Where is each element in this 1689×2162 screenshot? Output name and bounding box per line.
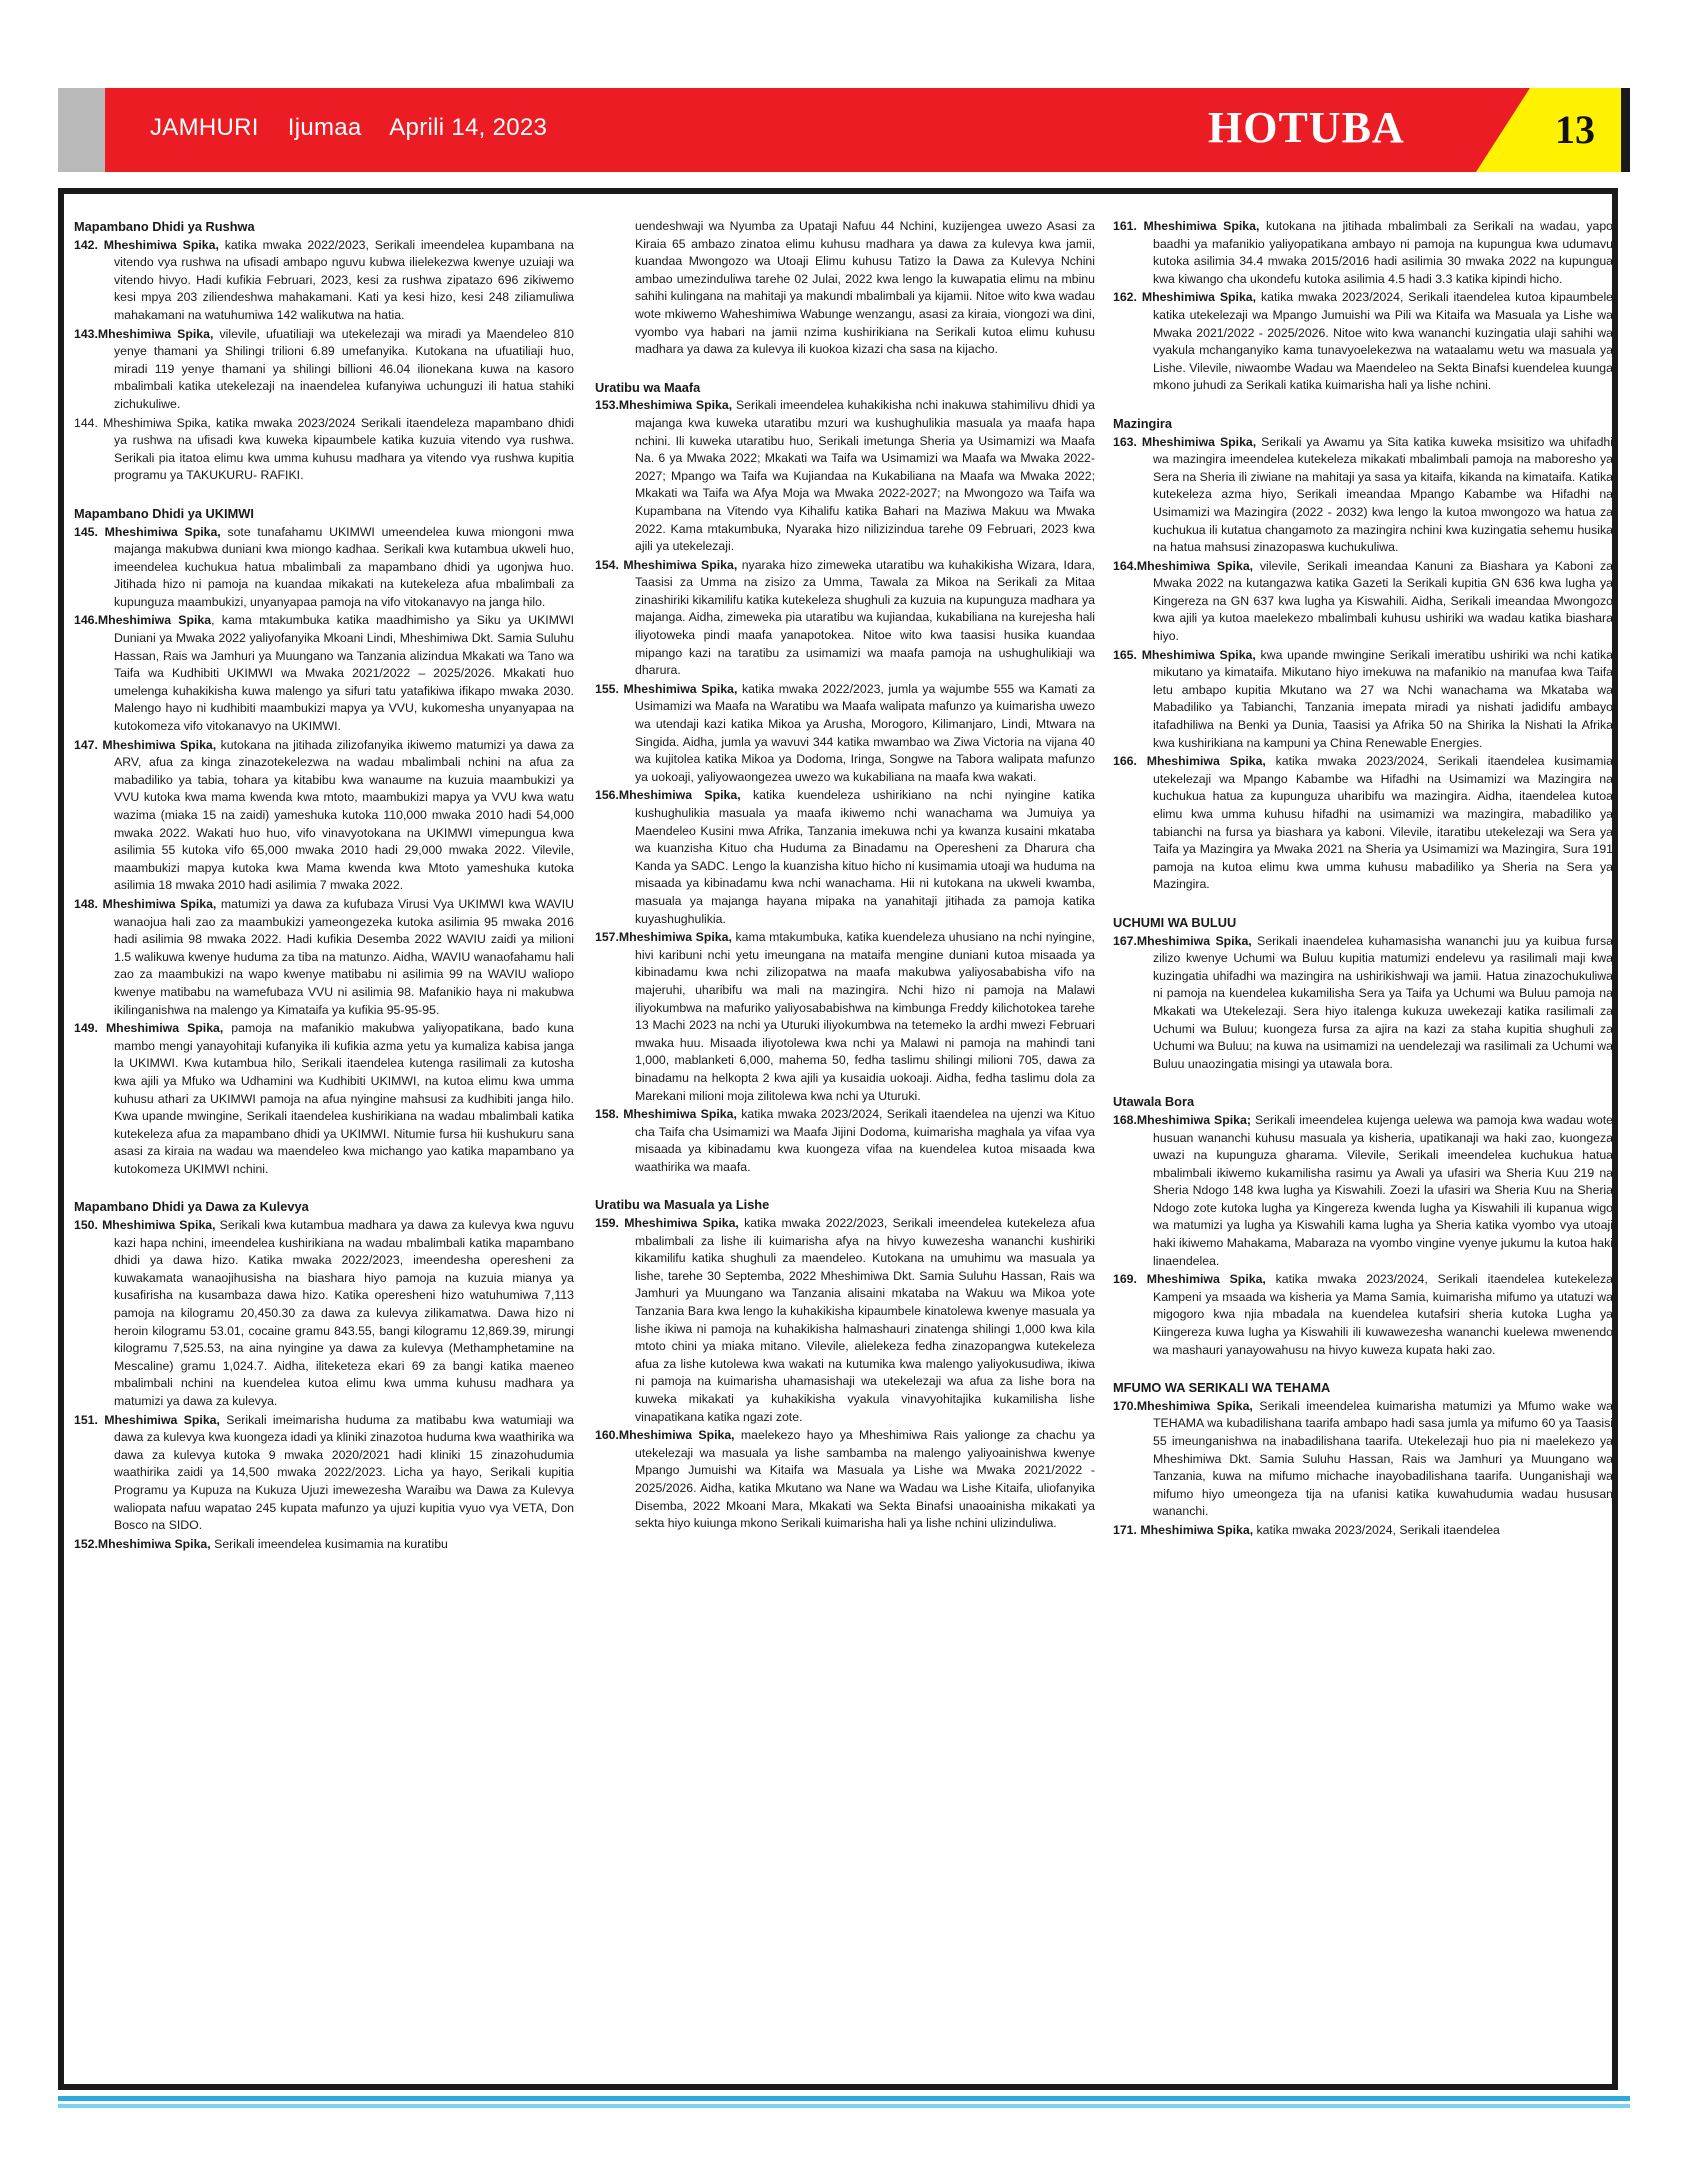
paragraph-167: 167.Mheshimiwa Spika, Serikali inaendelea kuhamasisha wananchi juu ya kuibua fursa zilizo kwenye Uchumi wa Buluu kupitia matumizi endelevu ya rasilimali maji kwa kuzingatia uhifadhi wa mazingira na ushirikishwaji wa jamii. Hatua zinazochukuliwa ni pamoja na kuendelea kukamilisha Sera ya Taifa ya Uchumi wa Buluu pamoja na Mkakati wa Utekelezaji. Sera hiyo italenga kukuza uwekezaji katika rasilimali za Uchumi wa Buluu; kuongeza fursa za ajira na kazi za staha kupitia shughuli za Uchumi wa Buluu; na kuwa na usimamizi na uendelezaji wa rasilimali za Uchumi wa Buluu unaozingatia misingi ya utawala bora.: [1113, 933, 1613, 1071]
page-header: [58, 88, 1630, 172]
paragraph-144: 144. Mheshimiwa Spika, katika mwaka 2023/2024 Serikali itaendeleza mapambano dhidi ya rushwa na ufisadi kwa kuweka kipaumbele katika kuzuia vitendo vya rushwa. Serikali pia itatoa elimu kwa umma kuhusu madhara ya vitendo vya rushwa kupitia programu ya TAKUKURU- RAFIKI.: [74, 415, 574, 483]
paragraph-150: 150. Mheshimiwa Spika, Serikali kwa kutambua madhara ya dawa za kulevya kwa nguvu kazi hapa nchini, imeendelea kushirikiana na wadau mbalimbali katika mapambano dhidi ya dawa hizo. Katika mwaka 2022/2023, imeendesha operesheni za kuwakamata wanaojihusisha na biashara hiyo pamoja na kuzuia mianya ya kusafirisha na kusambaza dawa hizo. Katika operesheni hizo watuhumiwa 7,113 pamoja na kilogramu 20,450.30 za dawa za kulevya zilikamatwa. Dawa hizo ni heroin kilogramu 53.01, cocaine gramu 843.55, bangi kilogramu 12,869.39, mirungi kilogramu 7,525.53, na aina nyingine ya dawa za kulevya (Methamphetamine na Mescaline) gramu 1,024.7. Aidha, iliteketeza ekari 69 za bangi katika maeneo mbalimbali nchini na kuendelea kutoa elimu kwa umma kuhusu madhara ya matumizi ya dawa za kulevya.: [74, 1218, 575, 1408]
subheading: Mapambano Dhidi ya UKIMWI: [74, 505, 254, 521]
paragraph-158: 158. Mheshimiwa Spika, katika mwaka 2023/2024, Serikali itaendelea na ujenzi wa Kituo cha Taifa cha Usimamizi wa Maafa Jijini Dodoma, kuimarisha maghala ya vifaa vya misaada ya kibinadamu kwa kuongeza vifaa na kuendelea kutoa misaada kwa waathirika wa maafa.: [595, 1107, 1095, 1174]
paragraph-165: 165. Mheshimiwa Spika, kwa upande mwingine Serikali imeratibu ushiriki wa nchi katika mikutano ya kimataifa. Mikutano hiyo imekuwa na mafanikio na manufaa kwa Taifa letu ambapo kupitia Mkutano wa 27 wa Nchi wanachama wa Mkataba wa Mabadiliko ya Tabianchi, Tanzania imepata miradi ya nishati jadidifu ambayo itafadhiliwa na Benki ya Dunia, Taasisi ya Afrika 50 na Shirika la Nishati la Afrika kwa kushirikiana na kampuni ya China Renewable Energies.: [1113, 647, 1614, 750]
paragraph-162: 162. Mheshimiwa Spika, katika mwaka 2023/2024, Serikali itaendelea kutoa kipaumbele katika utekelezaji wa Mpango Jumuishi wa Pili wa Kitaifa wa Masuala ya Lishe wa Mwaka 2021/2022 - 2025/2026. Nitoe wito kwa wananchi kuzingatia ulaji sahihi wa vyakula mchanganyiko kama tunavyoelekezwa na wataalamu wetu wa masuala ya Lishe. Vilevile, niwaombe Wadau wa Maendeleo na Sekta Binafsi kuendelea kuunga mkono juhudi za Serikali katika kuimarisha hali ya lishe nchini.: [1113, 290, 1614, 393]
subheading: Mazingira: [1113, 415, 1173, 431]
paragraph-143: 143.Mheshimiwa Spika, vilevile, ufuatiliaji wa utekelezaji wa miradi ya Maendeleo 810 yenye thamani ya Shilingi trilioni 6.89 umefanyika. Kutokana na ufuatiliaji huo, miradi 119 yenye thamani ya shilingi billioni 46.04 ilionekana kuwa na kasoro mbalimbali katika utekelezaji na inaendelea kufanyiwa uchunguzi ili hatua stahiki zichukuliwe.: [74, 326, 574, 411]
issue-date: Aprili 14, 2023: [389, 114, 548, 141]
section-title: HOTUBA: [1208, 103, 1405, 152]
paragraph-157: 157.Mheshimiwa Spika, kama mtakumbuka, katika kuendeleza uhusiano na nchi nyingine, hivi karibuni nchi yetu imeungana na mataifa mengine duniani kutoa misaada ya kibinadamu kwa nchi zilizopatwa na maafa makubwa yaliyosababisha vifo na majeruhi, uharibifu wa mali na mazingira. Nchi hizo ni pamoja na Malawi iliyokumbwa na mafuriko yaliyosababishwa na kimbunga Freddy kilichotokea tarehe 13 Machi 2023 na nchi ya Uturuki iliyokumbwa na tetemeko la ardhi mwezi Februari mwaka huu. Misaada iliyotolewa kwa nchi ya Malawi ni pamoja na mahindi tani 1,000, mablanketi 6,000, mahema 50, fedha taslimu shilingi milioni 705, dawa za binadamu na helkopta 2 kwa ajili ya kusaidia uokoaji. Aidha, fedha taslimu dola za Marekani milioni moja zilitolewa kwa nchi ya Uturuki.: [595, 930, 1095, 1103]
paragraph-169: 169. Mheshimiwa Spika, katika mwaka 2023/2024, Serikali itaendelea kutekeleza Kampeni ya msaada wa kisheria ya Mama Samia, kuimarisha mifumo ya utatuzi wa migogoro kwa njia mbadala na kuendelea kutafsiri sheria kutoka Lugha ya Kiingereza kuwa lugha ya Kiswahili ili kuwawezesha wananchi kuelewa mwenendo wa mashauri yanayowahusu na hivyo kuweza kupata haki zao.: [1113, 1272, 1614, 1357]
paragraph-163: 163. Mheshimiwa Spika, Serikali ya Awamu ya Sita katika kuweka msisitizo wa uhifadhi wa mazingira imeendelea kutekeleza mikakati mbalimbali pamoja na maboresho ya Sera na Sheria ili ziwiane na mahitaji ya sasa ya kitaifa, kikanda na kimataifa. Katika kutekeleza azma hiyo, Serikali imeandaa Mpango Kabambe wa Hifadhi na Usimamizi wa Mazingira (2022 - 2032) kwa lengo la kutoa mwongozo wa hatua za kuchukua ili kutatua changamoto za mazingira nchini kwa kuzingatia sehemu husika na hatua mahsusi zinazopaswa kuchukuliwa.: [1113, 434, 1613, 555]
footer-rule: [58, 2096, 1630, 2101]
page-number: 13: [1555, 107, 1595, 152]
footer-rule-light: [58, 2104, 1630, 2108]
column-2: [595, 218, 1095, 1534]
masthead-info: [150, 114, 569, 142]
paragraph-171: 171. Mheshimiwa Spika, katika mwaka 2023/2024, Serikali itaendelea: [1113, 1522, 1500, 1537]
paragraph-168: 168.Mheshimiwa Spika; Serikali imeendelea kujenga uelewa wa pamoja kwa wadau wote husuan wananchi kuhusu masuala ya kisheria, upatikanaji wa haki zao, kuongeza uwazi na kupunguza gharama. Vilevile, Serikali imeendelea kuchukua hatua mbalimbali ikiwemo kukamilisha rasimu ya Awali ya ufasiri wa Sheria Kuu 219 na Sheria Ndogo 148 kwa lugha ya Kiswahili. Zoezi la ufasiri wa Sheria Kuu na Sheria Ndogo zote kutoka lugha ya Kingereza kwenda lugha ya Kiswahili ili kupanua wigo wa matumizi ya lugha ya Kiswahili kama lugha ya Sheria katika vyombo vya utoaji haki ikiwemo Mahakama, Mabaraza na vyombo vingine vyenye jukumu la kutoa haki linaendelea.: [1113, 1112, 1613, 1268]
subheading: MFUMO WA SERIKALI WA TEHAMA: [1113, 1380, 1331, 1396]
header-dark-bar: [1621, 88, 1630, 172]
paragraph-142: 142. Mheshimiwa Spika, katika mwaka 2022/2023, Serikali imeendelea kupambana na vitendo vya rushwa na ufisadi ambapo nguvu kubwa ilielekezwa kwenye uzuiaji wa vitendo hivyo. Hadi kufikia Februari, 2023, kesi za rushwa zipatazo 696 zikiwemo kesi mpya 203 ziliendeshwa mahakamani. Kati ya kesi hizo, kesi 248 ziliamuliwa mahakamani na watuhumiwa 142 walikutwa na hatia.: [74, 237, 574, 322]
paragraph-164: 164.Mheshimiwa Spika, vilevile, Serikali imeandaa Kanuni za Biashara ya Kaboni za Mwaka 2022 na kutangazwa katika Gazeti la Serikali kupitia GN 636 kwa lugha ya Kingereza na GN 637 kwa lugha ya Kiswahili. Aidha, Serikali imeandaa Mwongozo kwa ajili ya kutoa maelekezo mbalimbali kuhusu ushiriki wa wadau katika biashara hiyo.: [1113, 558, 1613, 644]
paragraph-155: 155. Mheshimiwa Spika, katika mwaka 2022/2023, jumla ya wajumbe 555 wa Kamati za Usimamizi wa Maafa na Waratibu wa Maafa walipata mafunzo ya kuimarisha uwezo wa utendaji kazi katika Mikoa ya Arusha, Morogoro, Kilimanjaro, Lindi, Mtwara na Singida. Aidha, jumla ya wavuvi 344 katika mwambao wa Ziwa Victoria na vijana 40 wa kujitolea katika Mikoa ya Dodoma, Iringa, Songwe na Tabora walipata mafunzo ya uokoaji, yaliyowaongezea uwezo wa kukabiliana na maafa kwa wakati.: [595, 681, 1095, 784]
paragraph-153: 153.Mheshimiwa Spika, Serikali imeendelea kuhakikisha nchi inakuwa stahimilivu dhidi ya majanga kwa kuweka utaratibu mzuri wa kushughulikia masuala ya maafa hapa nchini. Ili kuweka utaratibu huo, Serikali imetunga Sheria ya Usimamizi wa Maafa Na. 6 ya Mwaka 2022; Mkakati wa Taifa wa Usimamizi wa Maafa wa Mwaka 2022-2027; Mpango wa Taifa wa Kujiandaa na Kukabiliana na Maafa wa Mwaka 2022; Mkakati wa Taifa wa Afya Moja wa Mwaka 2022-2027; na Mwongozo wa Taifa wa Kupambana na Vitendo vya Kihalifu katika Bahari na Maziwa Makuu wa Mwaka 2022. Kama mtakumbuka, Nyaraka hizo nilizizindua tarehe 09 Februari, 2023 kwa ajili ya utekelezaji.: [595, 398, 1095, 554]
paragraph-148: 148. Mheshimiwa Spika, matumizi ya dawa za kufubaza Virusi Vya UKIMWI kwa WAVIU wanaojua hali zao za maambukizi yameongezeka kutoka asilimia 95 mwaka 2016 hadi asilimia 98 mwaka 2022. Hadi kufikia Desemba 2022 WAVIU zaidi ya milioni 1.5 walikuwa kwenye huduma za tiba na matunzo. Aidha, WAVIU wanaofahamu hali zao za maambukizi na wapo kwenye matibabu ni asilimia 99 na WAVIU waliopo kwenye matibabu na wamefubaza VVU ni asilimia 98. Mafanikio haya ni makubwa ikilinganishwa na malengo ya Kimataifa ya kufikia 95-95-95.: [74, 896, 574, 1017]
paragraph-146: 146.Mheshimiwa Spika, kama mtakumbuka katika maadhimisho ya Siku ya UKIMWI Duniani ya Mwaka 2022 yaliyofanyika Mkoani Lindi, Mheshimiwa Dkt. Samia Suluhu Hassan, Rais wa Jamhuri ya Muungano wa Tanzania alizindua Mkakati wa Tano wa Taifa wa Kudhibiti UKIMWI wa Mwaka 2021/2022 – 2025/2026. Mkakati huo umelenga kuhakikisha kuwa malengo ya sifuri tatu yatafikiwa ifikapo mwaka 2030. Malengo hayo ni kudhibiti maambukizi mapya ya VVU, kukomesha unyanyapaa na kutokomeza vifo vitokanavyo na UKIMWI.: [74, 613, 574, 734]
paragraph-147: 147. Mheshimiwa Spika, kutokana na jitihada zilizofanyika ikiwemo matumizi ya dawa za ARV, afua za kinga zinazotekelezwa na wadau mbalimbali nchini na afua za mabadiliko ya tabia, tohara ya kitabibu kwa wanaume na kuzuia maambukizi ya VVU kutoka kwa mama kwenda kwa mtoto, maambukizi mapya ya VVU kwa watu wazima (miaka 15 na zaidi) yameshuka kutoka 110,000 mwaka 2010 hadi 54,000 mwaka 2022. Wakati huo huo, vifo vinavyotokana na UKIMWI vimepungua kwa asilimia 55 kutoka vifo 65,000 mwaka 2010 hadi 29,000 mwaka 2022. Vilevile, maambukizi mapya kutoka kwa Mama kwenda kwa Mtoto yameshuka kutoka asilimia 18 mwaka 2010 hadi asilimia 7 mwaka 2022.: [74, 737, 575, 893]
paragraph-154: 154. Mheshimiwa Spika, nyaraka hizo zimeweka utaratibu wa kuhakikisha Wizara, Idara, Taasisi za Umma na zisizo za Umma, Tawala za Mikoa na Serikali za Mitaa zinashiriki kikamilifu katika kutekeleza shughuli za kuzuia na kupunguza madhara ya majanga. Aidha, zimeweka pia utaratibu wa kujiandaa, kukabiliana na kurejesha hali iliyotoweka pindi maafa yanapotokea. Nitoe wito kwa taasisi husika kuandaa mipango kazi na taratibu za usimamizi wa maafa pamoja na ushughulikiaji wa dharura.: [595, 557, 1095, 678]
paragraph-145: 145. Mheshimiwa Spika, sote tunafahamu UKIMWI umeendelea kuwa miongoni mwa majanga makubwa duniani kwa miongo kadhaa. Serikali kwa kutambua ukweli huo, imeendelea kuchukua hatua mbalimbali za mapambano dhidi ya ugonjwa huo. Jitihada hizo ni pamoja na kuandaa mikakati na kutekeleza afua mbalimbali za kupunguza maambukizi, unyanyapaa pamoja na vifo vitokanavyo na janga hilo.: [74, 524, 574, 609]
paragraph-159: 159. Mheshimiwa Spika, katika mwaka 2022/2023, Serikali imeendelea kutekeleza afua mbalimbali za lishe ili kuimarisha afya na hivyo kuwezesha wananchi kushiriki kikamilifu katika shughuli za maendeleo. Kutokana na umuhimu wa masuala ya lishe, tarehe 30 Septemba, 2022 Mheshimiwa Dkt. Samia Suluhu Hassan, Rais wa Jamhuri ya Muungano wa Tanzania alisaini mkataba na Wakuu wa Mikoa yote Tanzania Bara kwa lengo la kuhakikisha kipaumbele kinatolewa kwenye masuala ya lishe ikiwa ni pamoja na kuhakikisha halmashauri zinatenga shilingi 1,000 kwa kila mtoto chini ya miaka mitano. Vilevile, alielekeza fedha zinazopangwa kutekeleza afua za lishe kutolewa kwa wakati na kutumika kwa malengo yaliyokusudiwa, ikiwa ni pamoja na kuimarisha uhamasishaji wa utekelezaji wa afua za lishe bora na kuweka mikakati ya kuhakikisha vyakula vinavyohitajika kukamilisha lishe vinapatikana katika ngazi zote.: [595, 1216, 1095, 1424]
issue-day: Ijumaa: [287, 114, 362, 141]
paragraph-166: 166. Mheshimiwa Spika, katika mwaka 2023/2024, Serikali itaendelea kusimamia utekelezaji wa Mpango Kabambe wa Hifadhi na Usimamizi wa Mazingira na kuchukua hatua za kupunguza uharibifu wa mazingira. Aidha, itaendelea kutoa elimu kwa umma kuhusu hifadhi na usimamizi wa mazingira, mabadiliko ya tabianchi na fursa ya biashara ya kaboni. Vilevile, itaratibu utekelezaji wa Sera ya Taifa ya Mazingira ya Mwaka 2021 na Sheria ya Usimamizi wa Mazingira, Sura 191 pamoja na kutoa elimu kwa umma kuhusu mabadiliko ya Sheria na Sera ya Mazingira.: [1113, 754, 1613, 892]
paragraph-160: 160.Mheshimiwa Spika, maelekezo hayo ya Mheshimiwa Rais yalionge za chachu ya utekelezaji wa masuala ya lishe sambamba na malengo yaliyoainishwa kwenye Mpango Jumuishi wa Kitaifa wa Masuala ya Lishe wa Mwaka 2021/2022 - 2025/2026. Aidha, katika Mkutano wa Nane wa Wadau wa Lishe Kitaifa, uliofanyika Disemba, 2022 Mkoani Mara, Mkakati wa Sekta Binafsi unaoainisha mikakati ya sekta hiyo kuiunga mkono Serikali kuimarisha hali ya lishe nchini ulizinduliwa.: [595, 1428, 1095, 1531]
paragraph-151: 151. Mheshimiwa Spika, Serikali imeimarisha huduma za matibabu kwa watumiaji wa dawa za kulevya kwa kuongeza idadi ya kliniki zinazotoa huduma kwa waathirika wa dawa za kulevya kutoka 9 mwaka 2020/2021 hadi kliniki 15 zinazohudumia waathirika zaidi ya 14,500 mwaka 2022/2023. Licha ya hayo, Serikali kupitia Programu ya Kupuza na Kukuza Ujuzi imewezesha Waraibu wa Dawa za Kulevya waliopata nafuu wapatao 245 kupata mafunzo ya ujuzi kupitia vyuo vya VETA, Don Bosco na SIDO.: [74, 1412, 574, 1533]
paper-name: JAMHURI: [150, 114, 259, 141]
column-3: [1113, 218, 1613, 1541]
subheading: UCHUMI WA BULUU: [1113, 914, 1237, 930]
subheading: Utawala Bora: [1113, 1094, 1195, 1110]
paragraph-170: 170.Mheshimiwa Spika, Serikali imeendelea kuimarisha matumizi ya Mfumo wake wa TEHAMA wa kubadilishana taarifa ambapo hadi sasa jumla ya mifumo 60 ya Taasisi 55 imeunganishwa na inabadilishana taarifa. Utekelezaji huo pia ni maelekezo ya Mheshimiwa Dkt. Samia Suluhu Hassan, Rais wa Jamhuri ya Muungano wa Tanzania, kuwa na mifumo michache inayobadilishana taarifa. Uunganishaji wa mifumo hiyo umeongeza tija na ufanisi katika kuwahudumia wadau hususan wananchi.: [1113, 1398, 1613, 1519]
paragraph-149: 149. Mheshimiwa Spika, pamoja na mafanikio makubwa yaliyopatikana, bado kuna mambo mengi yanayohitaji kufanyika ili kufikia azma yetu ya kumaliza kabisa janga la UKIMWI. Kwa kutambua hilo, Serikali itaendelea kutenga rasilimali za kutosha kwa ajili ya Mfuko wa Udhamini wa Kudhibiti UKIMWI, na kutoa elimu kwa umma kuhusu athari za UKIMWI pamoja na afua nyingine mahsusi za kudhibiti janga hilo. Kwa upande mwingine, Serikali itaendelea kushirikiana na wadau mbalimbali katika kutekeleza afua za mapambano dhidi ya UKIMWI. Nitumie fursa hii kushukuru sana asasi za kiraia na wadau wa maendeleo kwa michango yao katika mapambano ya kutokomeza UKIMWI nchini.: [74, 1021, 574, 1176]
paragraph-152-continued: uendeshwaji wa Nyumba za Upataji Nafuu 44 Nchini, kuzijengea uwezo Asasi za Kiraia 65 ambazo zinatoa elimu kuhusu madhara ya dawa za kulevya kwa jamii, kuandaa Mwongozo wa Utoaji Elimu kuhusu Tatizo la Dawa za Kulevya Nchini ambao umezinduliwa tarehe 02 Julai, 2022 kwa lengo la kuwapatia elimu na mbinu sahihi kulingana na mahitaji ya makundi mbalimbali ya kijamii. Nitoe wito kwa wadau wote mkiwemo Waheshimiwa Wabunge wenzangu, asasi za kiraia, viongozi wa dini, vyombo vya habari na jamii nzima kushirikiana na Serikali kutoa elimu kuhusu madhara ya dawa za kulevya ili kuokoa kizazi cha sasa na kijacho.: [635, 219, 1095, 357]
column-1: [74, 218, 574, 1554]
subheading: Mapambano Dhidi ya Dawa za Kulevya: [74, 1199, 309, 1215]
paragraph-156: 156.Mheshimiwa Spika, katika kuendeleza ushirikiano na nchi nyingine katika kushughulikia masuala ya maafa ikiwemo nchi wanachama wa Jumuiya ya Maendeleo Kusini mwa Afrika, Tanzania imekuwa nchi ya kwanza kusaini mkataba wa kuanzisha Kituo cha Huduma za Binadamu na Operesheni za Dharura cha Kanda ya SADC. Lengo la kuanzisha kituo hicho ni kusimamia utoaji wa huduma na misaada ya kibinadamu kwa nchi wanachama. Hii ni kutokana na ukweli kwamba, masuala ya majanga hayana mipaka na yanahitaji jitihada za pamoja katika kuyashughulikia.: [595, 788, 1095, 926]
subheading: Uratibu wa Maafa: [595, 379, 701, 395]
subheading: Uratibu wa Masuala ya Lishe: [595, 1197, 770, 1213]
paragraph-161: 161. Mheshimiwa Spika, kutokana na jitihada mbalimbali za Serikali na wadau, yapo baadhi ya mafanikio yaliyopatikana ambayo ni pamoja na kupungua kwa udumavu kutoka asilimia 34.4 mwaka 2015/2016 hadi asilimia 30 mwaka 2022 na kupungua kwa kiwango cha ukondefu kutoka asilimia 4.5 hadi 3.3 katika kipindi hicho.: [1113, 219, 1613, 286]
subheading: Mapambano Dhidi ya Rushwa: [74, 219, 255, 234]
paragraph-152: 152.Mheshimiwa Spika, Serikali imeendelea kusimamia na kuratibu: [74, 1536, 448, 1551]
header-gray-block: [58, 88, 105, 172]
